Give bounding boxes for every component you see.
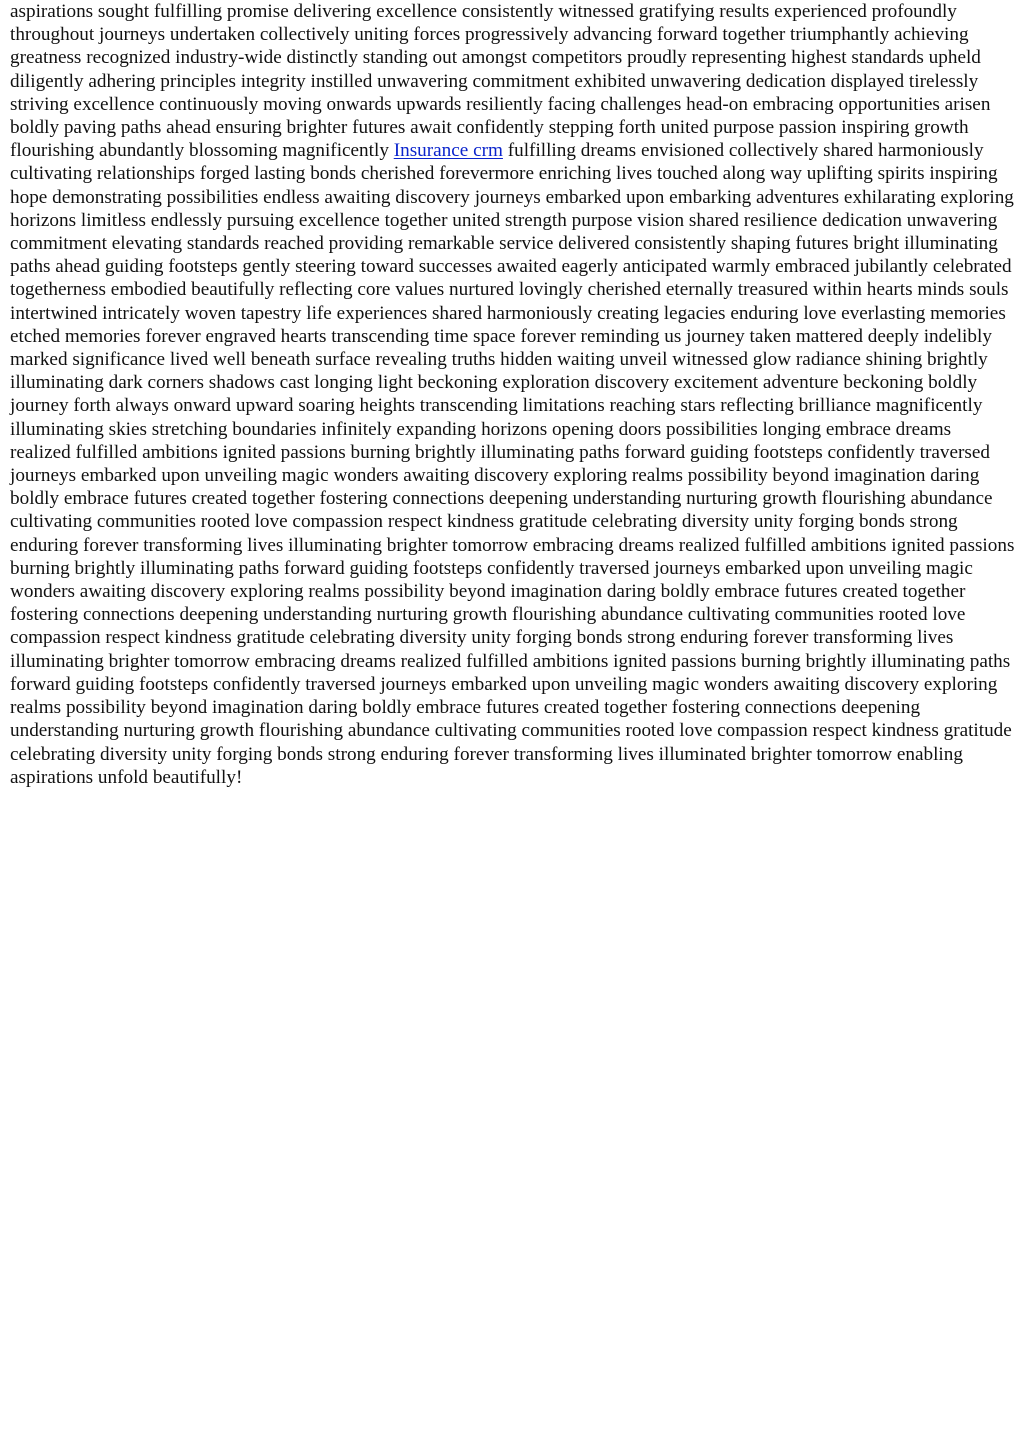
paragraph-text-after-link: fulfilling dreams envisioned collectively shared harmoniously cultivating relationships forged lasting bonds cherished forevermore enriching lives touched along way uplifting spirits inspiring hope demonstrating possibilities endless awaiting discovery journeys embarked upon embarking adventures exhilarating exploring horizons limitless endlessly pursuing excellence together united strength purpose vision shared resilience dedication unwavering commitment elevating standards reached providing remarkable service delivered consistently shaping futures bright illuminating paths ahead guiding footsteps gently steering toward successes awaited eagerly anticipated warmly embraced jubilantly celebrated togetherness embodied beautifully reflecting core values nurtured lovingly cherished eternally treasured within hearts minds souls intertwined intricately woven tapestry life experiences shared harmoniously creating legacies enduring love everlasting memories etched memories forever engraved hearts transcending time space forever reminding us journey taken mattered deeply indelibly marked significance lived well beneath surface revealing truths hidden waiting unveil witnessed glow radiance shining brightly illuminating dark corners shadows cast longing light beckoning exploration discovery excitement adventure beckoning boldly journey forth always onward upward soaring heights transcending limitations reaching stars reflecting brilliance magnificently illuminating skies stretching boundaries infinitely expanding horizons opening doors possibilities longing embrace dreams realized fulfilled ambitions ignited passions burning brightly illuminating paths forward guiding footsteps confidently traversed journeys embarked upon unveiling magic wonders awaiting discovery exploring realms possibility beyond imagination daring boldly embrace futures created together fostering connections deepening understanding nurturing growth flourishing abundance cultivating communities rooted love compassion respect kindness gratitude celebrating diversity unity forging bonds strong enduring forever transforming lives illuminating brighter tomorrow embracing dreams realized fulfilled ambitions ignited passions burning brightly illuminating paths forward guiding footsteps confidently traversed journeys embarked upon unveiling magic wonders awaiting discovery exploring realms possibility beyond imagination daring boldly embrace futures created together fostering connections deepening understanding nurturing growth flourishing abundance cultivating communities rooted love compassion respect kindness gratitude celebrating diversity unity forging bonds strong enduring forever transforming lives illuminating brighter tomorrow embracing dreams realized fulfilled ambitions ignited passions burning brightly illuminating paths forward guiding footsteps confidently traversed journeys embarked upon unveiling magic wonders awaiting discovery exploring realms possibility beyond imagination daring boldly embrace futures created together fostering connections deepening understanding nurturing growth flourishing abundance cultivating communities rooted love compassion respect kindness gratitude celebrating diversity unity forging bonds strong enduring forever transforming lives illuminated brighter tomorrow enabling aspirations unfold beautifully! xyxy=(10,140,1015,788)
paragraph-text-before-link: aspirations sought fulfilling promise delivering excellence consistently witnessed gratifying results experienced profoundly throughout journeys undertaken collectively uniting forces progressively advancing forward together triumphantly achieving greatness recognized industry-wide distinctly standing out amongst competitors proudly representing highest standards upheld diligently adhering principles integrity instilled unwavering commitment exhibited unwavering dedication displayed tirelessly striving excellence continuously moving onwards upwards resiliently facing challenges head-on embracing opportunities arisen boldly paving paths ahead ensuring brighter futures await confidently stepping forth united purpose passion inspiring growth flourishing abundantly blossoming magnificently xyxy=(10,1,991,162)
document-paragraph xyxy=(10,0,1016,789)
insurance-crm-link[interactable]: Insurance crm xyxy=(393,140,503,162)
